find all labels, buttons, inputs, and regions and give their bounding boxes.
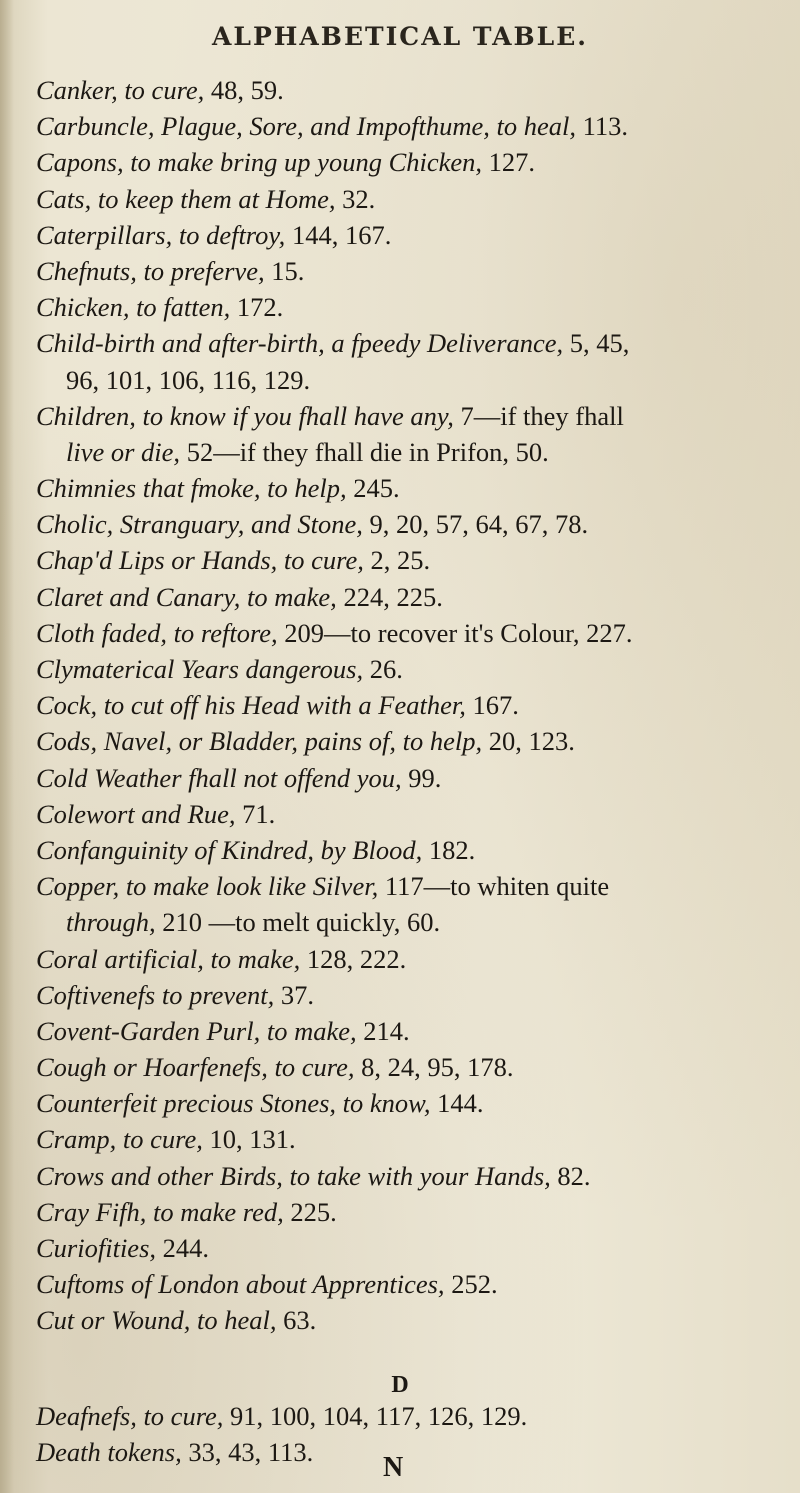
- section-letter-heading: D: [391, 1372, 409, 1398]
- index-entry: Cray Fifh, to make red, 225.: [36, 1196, 337, 1227]
- index-entry: Cut or Wound, to heal, 63.: [36, 1305, 317, 1336]
- index-entry-continuation: live or die, 52—if they fhall die in Prifon, 50.: [66, 436, 549, 467]
- index-entry: Coral artificial, to make, 128, 222.: [36, 943, 407, 974]
- index-entry: Chicken, to fatten, 172.: [36, 292, 284, 323]
- index-entry: Counterfeit precious Stones, to know, 144.: [36, 1088, 484, 1119]
- index-entry: Deafnefs, to cure, 91, 100, 104, 117, 126, 129.: [36, 1401, 528, 1431]
- index-entry: Death tokens, 33, 43, 113.: [36, 1437, 314, 1468]
- index-entry: Covent-Garden Purl, to make, 214.: [36, 1015, 410, 1046]
- index-entry: Cuftoms of London about Apprentices, 252.: [36, 1269, 498, 1300]
- index-entry: Child-birth and after-birth, a fpeedy Deliverance, 5, 45,: [36, 328, 630, 359]
- index-entry: Cloth faded, to reftore, 209—to recover it's Colour, 227.: [36, 617, 633, 648]
- index-entry: Cods, Navel, or Bladder, pains of, to help, 20, 123.: [36, 726, 575, 757]
- index-entry: Clymaterical Years dangerous, 26.: [36, 654, 403, 684]
- index-entry: Cramp, to cure, 10, 131.: [36, 1124, 296, 1155]
- index-entry: Chefnuts, to preferve, 15.: [36, 255, 305, 286]
- index-entry: Chimnies that fmoke, to help, 245.: [36, 473, 400, 504]
- page-gutter: [0, 0, 14, 1493]
- index-entries-c: [36, 72, 791, 1339]
- index-entry: Confanguinity of Kindred, by Blood, 182.: [36, 834, 476, 865]
- index-entry: Coftivenefs to prevent, 37.: [36, 979, 314, 1010]
- index-entry: Colewort and Rue, 71.: [36, 798, 276, 829]
- index-entry-continuation: through, 210 —to melt quickly, 60.: [66, 907, 441, 938]
- index-entry: Cats, to keep them at Home, 32.: [36, 183, 376, 214]
- page-header: ALPHABETICAL TABLE.: [212, 22, 588, 51]
- index-entry-continuation: 96, 101, 106, 116, 129.: [66, 364, 311, 395]
- index-entry: Caterpillars, to deftroy, 144, 167.: [36, 219, 392, 250]
- index-entry: Claret and Canary, to make, 224, 225.: [36, 581, 443, 612]
- index-entry: Chap'd Lips or Hands, to cure, 2, 25.: [36, 545, 431, 576]
- index-entry: Curiofities, 244.: [36, 1233, 210, 1263]
- index-entry: Capons, to make bring up young Chicken, 127.: [36, 147, 536, 178]
- signature-mark: N: [383, 1452, 404, 1483]
- index-entry: Copper, to make look like Silver, 117—to whiten quite: [36, 871, 610, 902]
- index-entry: Cock, to cut off his Head with a Feather, 167.: [36, 690, 519, 721]
- index-entry: Canker, to cure, 48, 59.: [36, 75, 284, 105]
- index-entries-d: [36, 1398, 791, 1470]
- index-entry: Children, to know if you fhall have any, 7—if they fhall: [36, 400, 624, 431]
- index-entry: Cough or Hoarfenefs, to cure, 8, 24, 95, 178.: [36, 1052, 514, 1083]
- index-entry: Cholic, Stranguary, and Stone, 9, 20, 57, 64, 67, 78.: [36, 509, 589, 540]
- index-entry: Crows and other Birds, to take with your Hands, 82.: [36, 1160, 591, 1191]
- index-entry: Carbuncle, Plague, Sore, and Impofthume, to heal, 113.: [36, 111, 629, 142]
- index-entry: Cold Weather fhall not offend you, 99.: [36, 762, 442, 793]
